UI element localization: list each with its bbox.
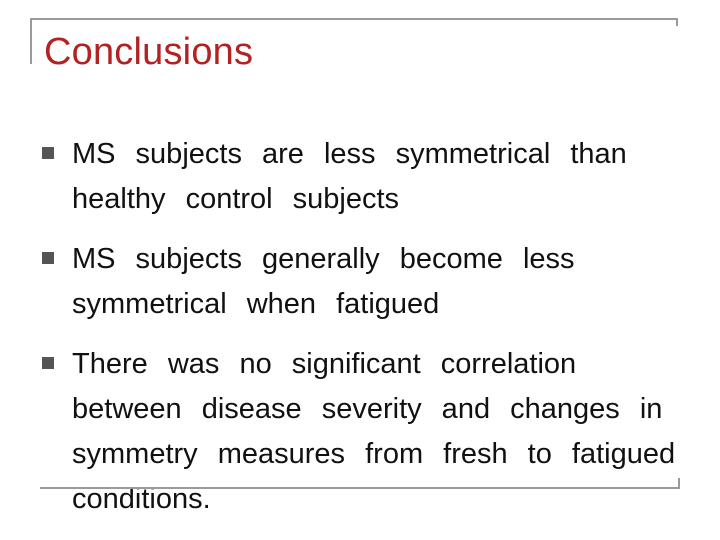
bullet-text: MS subjects are less symmetrical than healthy control subjects xyxy=(72,138,627,215)
bullet-text: MS subjects generally become less symmetrical when fatigued xyxy=(72,243,575,320)
bullet-item xyxy=(40,237,680,327)
frame-right-rule xyxy=(676,18,678,26)
frame-top-rule xyxy=(30,18,678,20)
square-bullet-icon xyxy=(42,147,54,159)
slide-title: Conclusions xyxy=(44,31,254,73)
bullet-list xyxy=(40,132,680,537)
square-bullet-icon xyxy=(42,252,54,264)
bullet-text: There was no significant correlation between disease severity and changes in symmetry measures from fresh to fatigued conditions. xyxy=(72,348,676,515)
frame-left-rule xyxy=(30,18,32,64)
bullet-item xyxy=(40,342,680,522)
frame-bottom-rule xyxy=(40,487,680,489)
bullet-item xyxy=(40,132,680,222)
frame-bottom-tick xyxy=(678,478,680,489)
square-bullet-icon xyxy=(42,357,54,369)
